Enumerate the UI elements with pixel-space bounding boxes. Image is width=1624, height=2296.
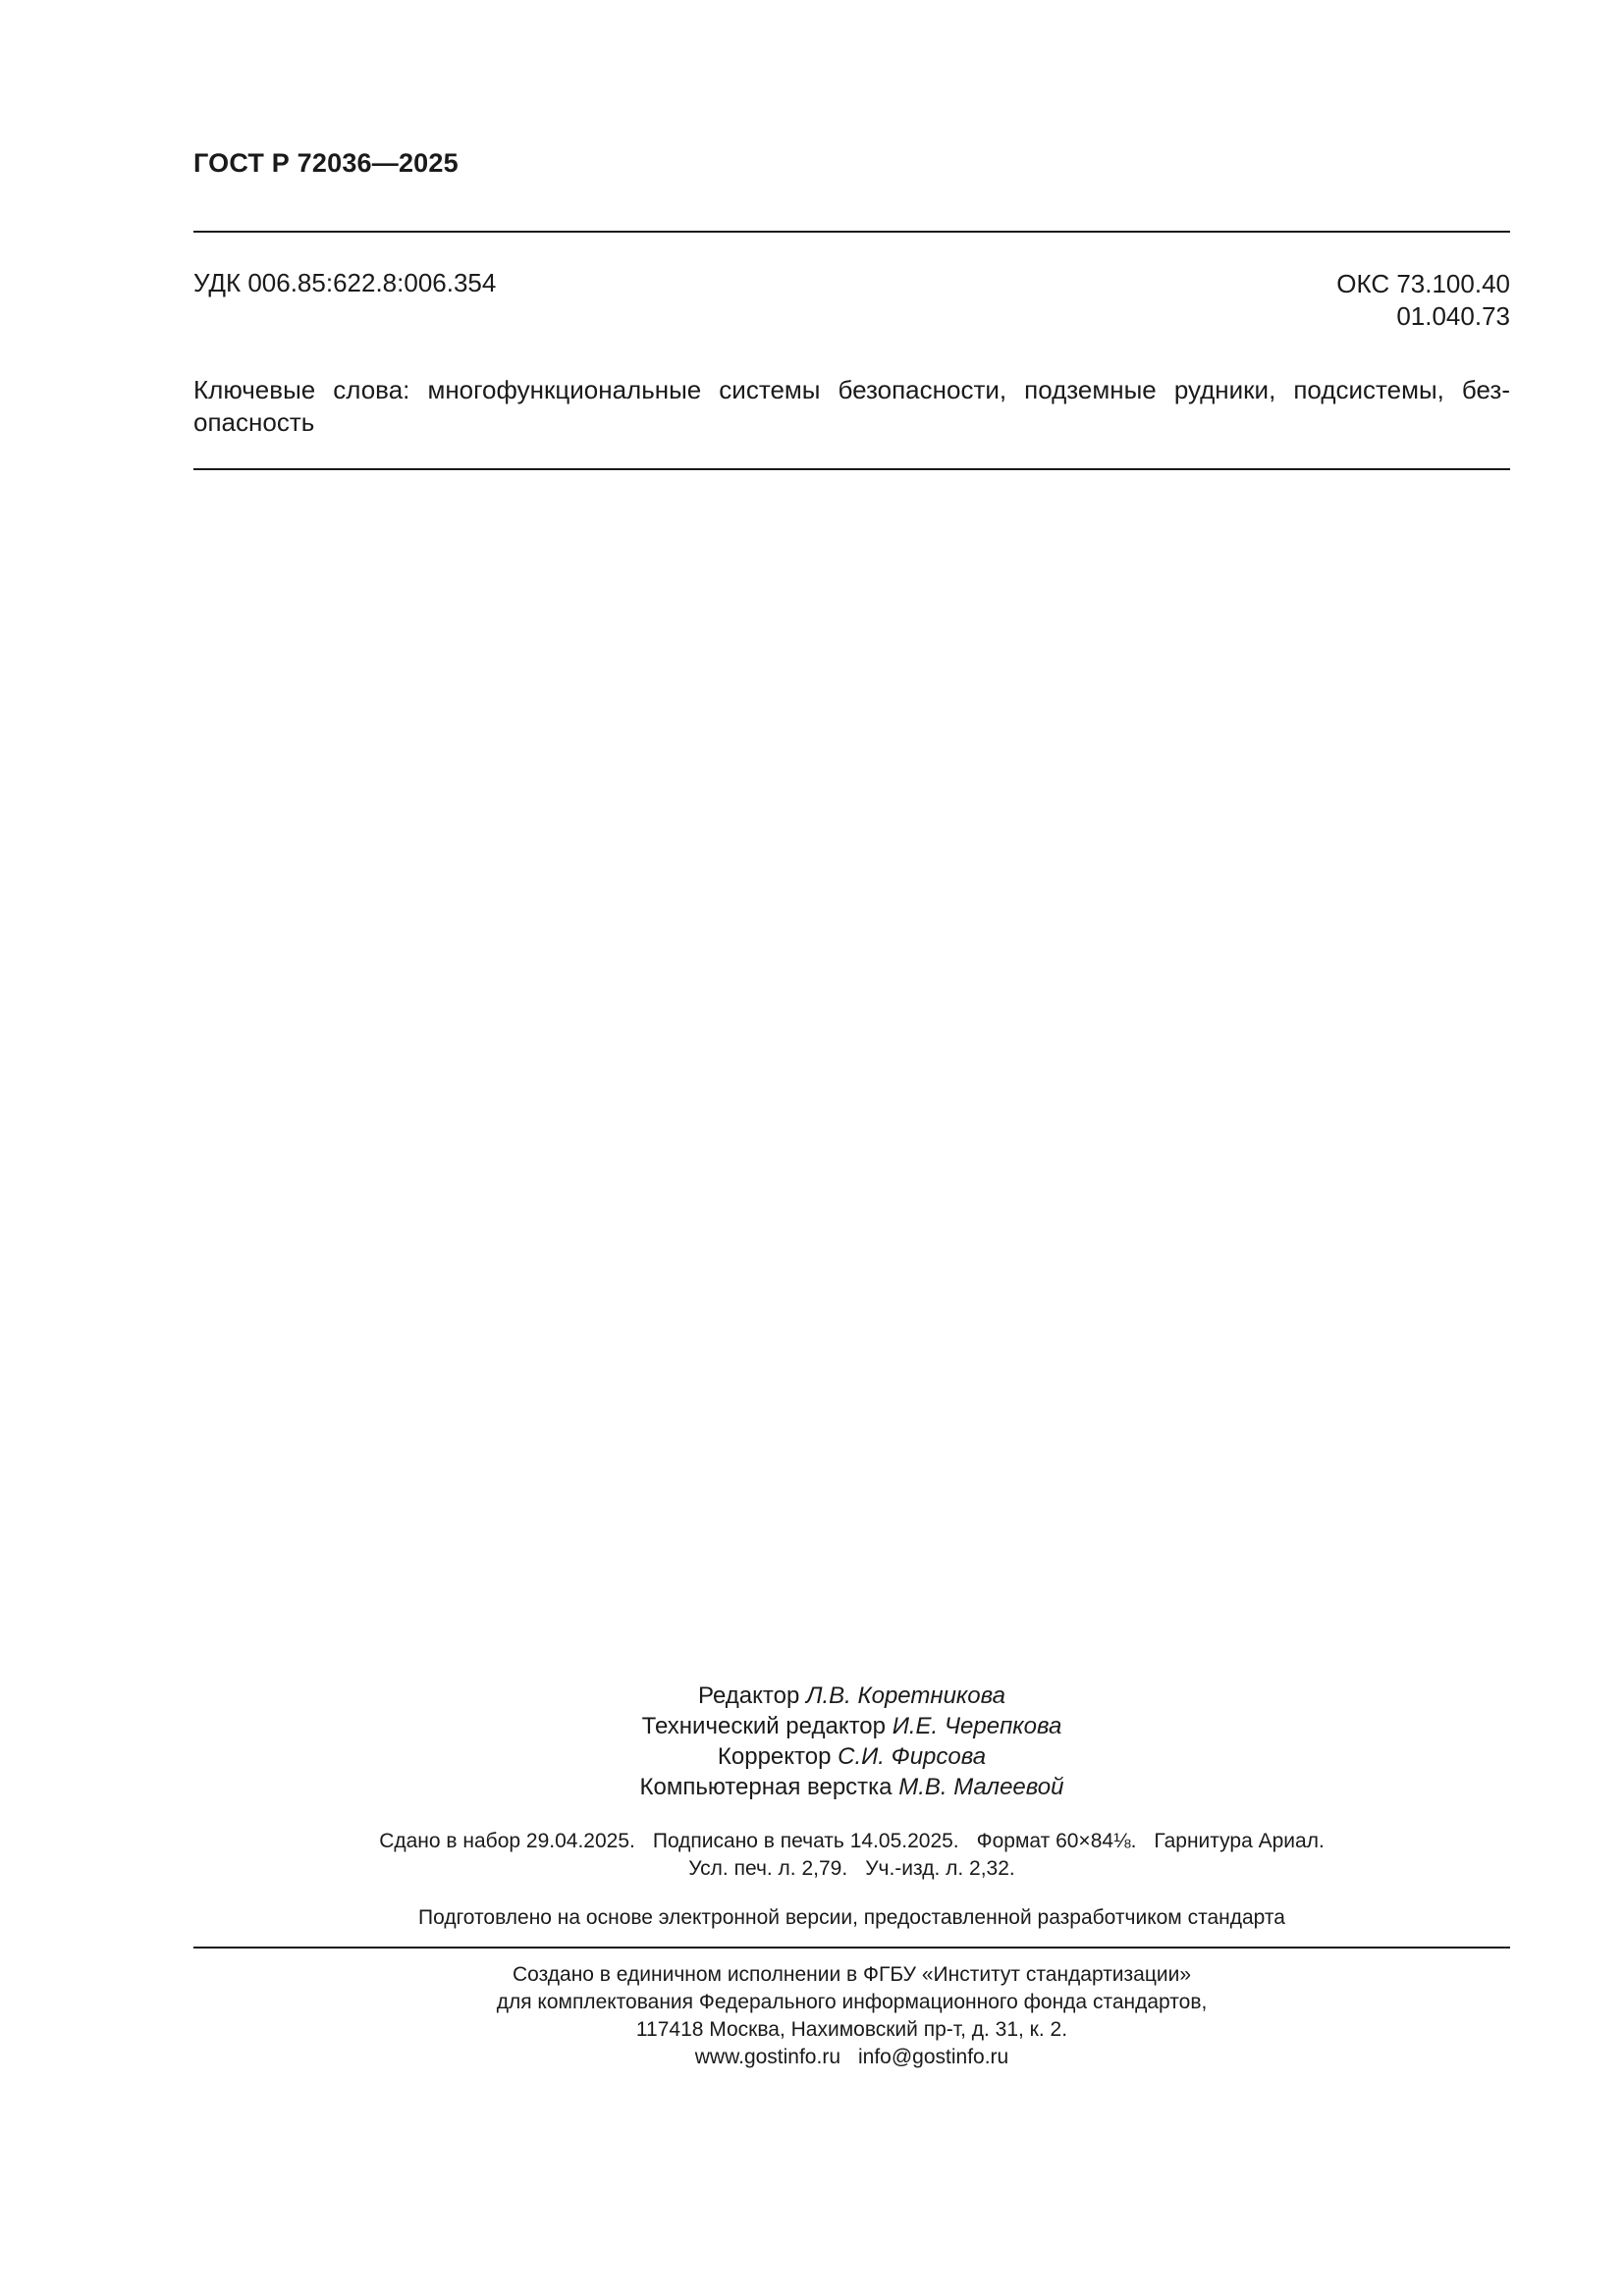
signed-date: Подписано в печать 14.05.2025. xyxy=(652,1830,959,1852)
credits-block xyxy=(193,1681,1510,1802)
typeface: Гарнитура Ариал. xyxy=(1154,1830,1325,1852)
print-info-line-1 xyxy=(193,1828,1510,1855)
credit-person: Л.В. Коретникова xyxy=(806,1682,1005,1709)
prepared-note: Подготовлено на основе электронной версии, предоставленной разработчиком стандарта xyxy=(418,1906,1285,1929)
footer-line-1: Создано в единичном исполнении в ФГБУ «Институт стандартизации» xyxy=(512,1963,1192,1986)
footer-line-3: 117418 Москва, Нахимовский пр-т, д. 31, к. 2. xyxy=(635,2018,1068,2041)
credit-role: Редактор xyxy=(698,1682,800,1709)
keywords-block xyxy=(193,374,1510,439)
footer-divider xyxy=(193,1947,1510,1949)
submitted-date: Сдано в набор 29.04.2025. xyxy=(379,1830,635,1852)
credit-proofreader xyxy=(193,1741,1510,1772)
oks-code-primary: ОКС 73.100.40 xyxy=(1336,269,1510,298)
top-divider xyxy=(193,231,1510,233)
credit-role: Корректор xyxy=(717,1743,832,1770)
credit-person: С.И. Фирсова xyxy=(838,1743,987,1770)
footer-line-2: для комплектования Федерального информационного фонда стандартов, xyxy=(496,1991,1208,2013)
footer-contacts xyxy=(193,2044,1510,2071)
credit-role: Компьютерная верстка xyxy=(639,1774,893,1800)
credit-person: И.Е. Черепкова xyxy=(892,1713,1062,1739)
keywords-line-2: опасность xyxy=(193,407,315,437)
print-info-line-2 xyxy=(193,1855,1510,1883)
oks-codes xyxy=(1336,268,1510,333)
website-link[interactable]: www.gostinfo.ru xyxy=(694,2046,840,2068)
credit-editor xyxy=(193,1681,1510,1711)
udk-code: УДК 006.85:622.8:006.354 xyxy=(193,268,497,297)
credit-person: М.В. Малеевой xyxy=(898,1774,1064,1800)
publisher-sheets: Уч.-изд. л. 2,32. xyxy=(865,1857,1015,1880)
paper-format: Формат 60×84⅛. xyxy=(976,1830,1137,1852)
print-sheets: Усл. печ. л. 2,79. xyxy=(688,1857,848,1880)
keywords-line-1: Ключевые слова: многофункциональные системы безопасности, подземные рудники, подсистемы, без- xyxy=(193,375,1510,404)
credit-role: Технический редактор xyxy=(641,1713,887,1739)
email-link[interactable]: info@gostinfo.ru xyxy=(858,2046,1009,2068)
keywords-divider xyxy=(193,468,1510,470)
credit-layout xyxy=(193,1772,1510,1802)
standard-number: ГОСТ Р 72036—2025 xyxy=(193,148,459,178)
oks-code-secondary: 01.040.73 xyxy=(1396,301,1510,331)
credit-technical-editor xyxy=(193,1711,1510,1741)
publisher-footer xyxy=(193,1961,1510,2071)
print-info-block xyxy=(193,1828,1510,1883)
